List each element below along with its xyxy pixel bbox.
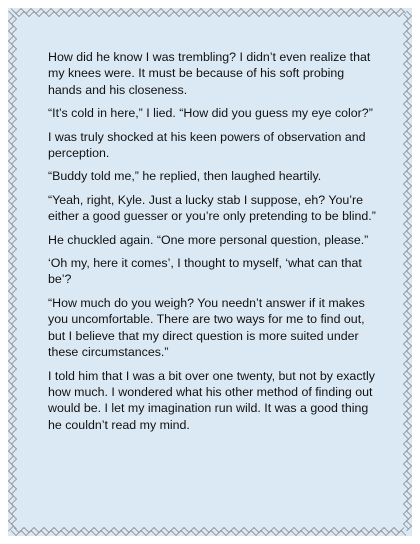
paragraph: I was truly shocked at his keen powers of observation and perception.	[48, 129, 366, 161]
paragraph: “It’s cold in here,” I lied. “How did you guess my eye color?”	[48, 106, 373, 121]
paragraph: How did he know I was trembling? I didn’t even realize that my knees were. It must be because of his soft probing hands and his closeness.	[48, 50, 371, 97]
paragraph: “Yeah, right, Kyle. Just a lucky stab I suppose, eh? You’re either a good guesser or you’re only pretending to be blind.”	[48, 192, 376, 224]
paragraph: ‘Oh my, here it comes’, I thought to myself, ‘what can that be’?	[48, 256, 362, 287]
paragraph: “Buddy told me,” he replied, then laughed heartily.	[48, 169, 322, 184]
story-text	[48, 49, 378, 440]
paragraph: He chuckled again. “One more personal question, please.”	[48, 232, 369, 247]
paragraph: “How much do you weigh? You needn’t answer if it makes you uncomfortable. There are two ways for me to find out, but I believe that my direct question is more suited under these circumstances.”	[48, 295, 365, 360]
paragraph: I told him that I was a bit over one twenty, but not by exactly how much. I wondered what his other method of finding out would be. I let my imagination run wild. It was a good thing he couldn’t read my mind.	[48, 368, 375, 432]
